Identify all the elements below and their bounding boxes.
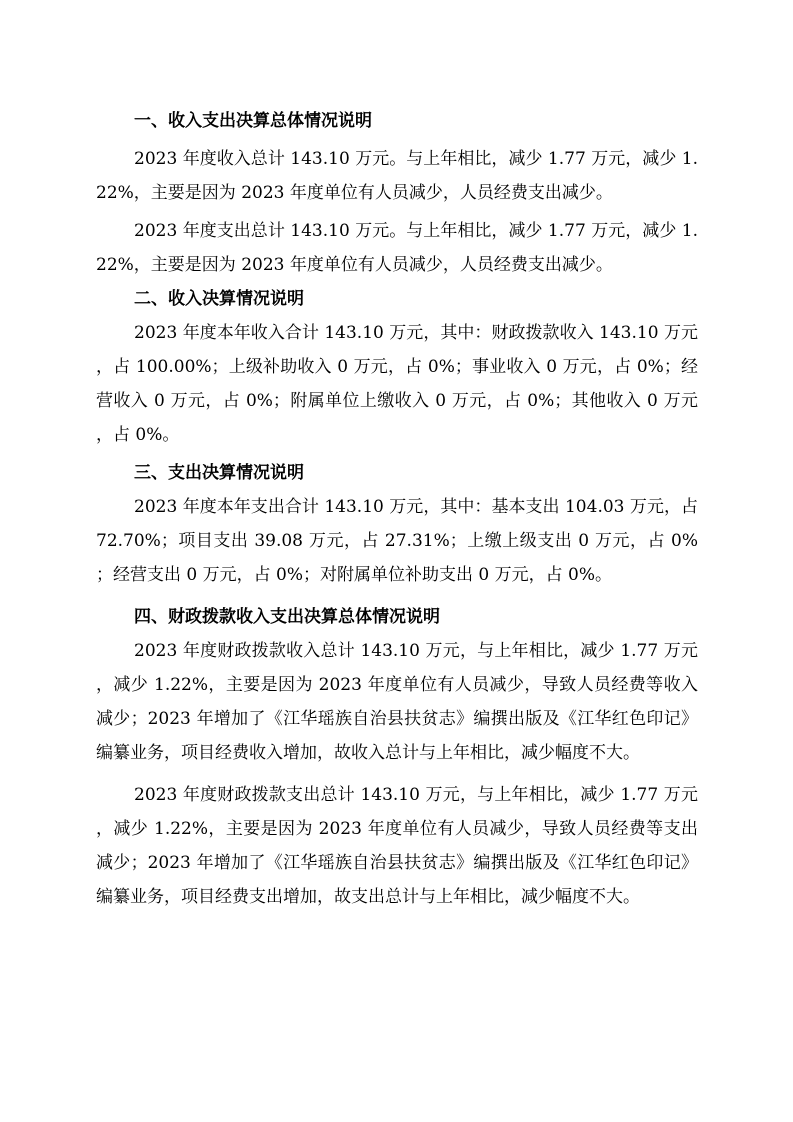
- paragraph: 2023 年度财政拨款支出总计 143.10 万元，与上年相比，减少 1.77 万元，减少 1.22%，主要是因为 2023 年度单位有人员减少，导致人员经费等支出减少；2023 年增加了《江华瑶族自治县扶贫志》编撰出版及《江华红色印记》编纂业务，项目经费支出增加，故支出总计与上年相比，减少幅度不大。: [96, 785, 698, 907]
- paragraph: 2023 年度收入总计 143.10 万元。与上年相比，减少 1.77 万元，减少 1.22%，主要是因为 2023 年度单位有人员减少，人员经费支出减少。: [96, 149, 698, 203]
- section-expenditure: [96, 456, 698, 592]
- paragraph: 2023 年度本年收入合计 143.10 万元，其中：财政拨款收入 143.10 万元，占 100.00%；上级补助收入 0 万元，占 0%；事业收入 0 万元，占 0%；经营收入 0 万元，占 0%；附属单位上缴收入 0 万元，占 0%；其他收入 0 万元，占 0%。: [96, 323, 698, 445]
- section-heading: 二、收入决算情况说明: [134, 289, 304, 309]
- section-heading: 四、财政拨款收入支出决算总体情况说明: [134, 607, 440, 627]
- section-fiscal-appropriation: [96, 600, 698, 914]
- paragraph: 2023 年度财政拨款收入总计 143.10 万元，与上年相比，减少 1.77 万元，减少 1.22%，主要是因为 2023 年度单位有人员减少，导致人员经费等收入减少；2023 年增加了《江华瑶族自治县扶贫志》编撰出版及《江华红色印记》编纂业务，项目经费收入增加，故收入总计与上年相比，减少幅度不大。: [96, 641, 698, 763]
- section-income: [96, 282, 698, 452]
- paragraph: 2023 年度支出总计 143.10 万元。与上年相比，减少 1.77 万元，减少 1.22%，主要是因为 2023 年度单位有人员减少，人员经费支出减少。: [96, 221, 698, 275]
- document-page: [96, 104, 698, 914]
- paragraph: 2023 年度本年支出合计 143.10 万元，其中：基本支出 104.03 万元，占 72.70%；项目支出 39.08 万元，占 27.31%；上缴上级支出 0 万元，占 0%；经营支出 0 万元，占 0%；对附属单位补助支出 0 万元，占 0%。: [96, 497, 698, 585]
- section-heading: 一、收入支出决算总体情况说明: [134, 111, 372, 131]
- section-overall: [96, 104, 698, 282]
- section-heading: 三、支出决算情况说明: [134, 463, 304, 483]
